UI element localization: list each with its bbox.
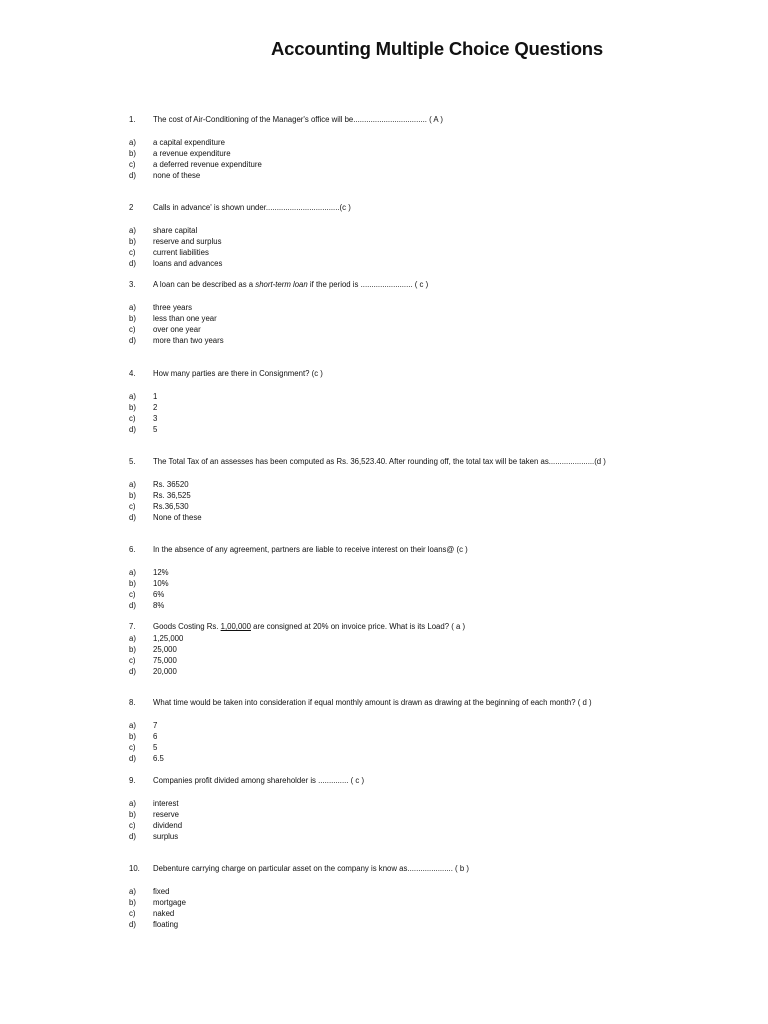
option-text: Rs. 36,525 xyxy=(153,491,191,500)
option-d xyxy=(0,512,768,523)
question-number: 1. xyxy=(129,115,136,124)
option-letter: d) xyxy=(129,513,136,522)
option-text: three years xyxy=(153,303,193,312)
option-letter: d) xyxy=(129,425,136,434)
option-text: 25,000 xyxy=(153,645,177,654)
option-letter: b) xyxy=(129,491,136,500)
option-text: more than two years xyxy=(153,336,224,345)
option-letter: c) xyxy=(129,590,136,599)
option-letter: d) xyxy=(129,171,136,180)
option-d xyxy=(0,170,768,181)
option-a xyxy=(0,225,768,236)
option-letter: a) xyxy=(129,303,136,312)
option-d xyxy=(0,666,768,677)
option-letter: a) xyxy=(129,634,136,643)
option-d xyxy=(0,831,768,842)
option-a xyxy=(0,479,768,490)
option-text: 7 xyxy=(153,721,158,730)
question-3 xyxy=(0,279,768,346)
question-9 xyxy=(0,775,768,842)
question-6 xyxy=(0,544,768,611)
option-letter: d) xyxy=(129,667,136,676)
option-letter: d) xyxy=(129,601,136,610)
option-text: 5 xyxy=(153,425,158,434)
question-text: The Total Tax of an assesses has been computed as Rs. 36,523.40. After rounding off, the total tax will be taken as.....................(d ) xyxy=(153,457,606,466)
question-7 xyxy=(0,621,768,677)
option-b xyxy=(0,490,768,501)
option-b xyxy=(0,644,768,655)
question-8 xyxy=(0,697,768,764)
question-text: Calls in advance' is shown under..................................(c ) xyxy=(153,203,351,212)
option-text: 6% xyxy=(153,590,165,599)
option-d xyxy=(0,600,768,611)
question-5 xyxy=(0,456,768,523)
option-b xyxy=(0,313,768,324)
option-a xyxy=(0,391,768,402)
option-d xyxy=(0,335,768,346)
option-letter: a) xyxy=(129,568,136,577)
question-4 xyxy=(0,368,768,435)
option-a xyxy=(0,137,768,148)
option-a xyxy=(0,798,768,809)
question-2 xyxy=(0,202,768,269)
question-number: 5. xyxy=(129,457,136,466)
question-text-part: if the period is ........................ ( c ) xyxy=(307,280,429,289)
option-b xyxy=(0,402,768,413)
option-c xyxy=(0,324,768,335)
option-letter: c) xyxy=(129,821,136,830)
option-b xyxy=(0,148,768,159)
option-letter: c) xyxy=(129,160,136,169)
option-text: fixed xyxy=(153,887,170,896)
option-letter: b) xyxy=(129,732,136,741)
option-text: reserve and surplus xyxy=(153,237,222,246)
option-text: surplus xyxy=(153,832,179,841)
option-text: 6.5 xyxy=(153,754,164,763)
option-c xyxy=(0,589,768,600)
option-d xyxy=(0,424,768,435)
option-text: share capital xyxy=(153,226,198,235)
option-letter: a) xyxy=(129,138,136,147)
option-text: floating xyxy=(153,920,179,929)
question-number: 4. xyxy=(129,369,136,378)
option-b xyxy=(0,809,768,820)
option-letter: c) xyxy=(129,909,136,918)
option-letter: b) xyxy=(129,579,136,588)
question-number: 10. xyxy=(129,864,140,873)
option-letter: b) xyxy=(129,645,136,654)
option-text: none of these xyxy=(153,171,201,180)
question-10 xyxy=(0,863,768,930)
option-text: dividend xyxy=(153,821,183,830)
option-text: 12% xyxy=(153,568,169,577)
question-text-underlined: 1,00,000 xyxy=(220,622,251,631)
page-title: Accounting Multiple Choice Questions xyxy=(271,38,603,59)
question-number: 6. xyxy=(129,545,136,554)
option-letter: b) xyxy=(129,810,136,819)
option-text: naked xyxy=(153,909,175,918)
question-number: 3. xyxy=(129,280,136,289)
question-number: 7. xyxy=(129,622,136,631)
option-letter: d) xyxy=(129,832,136,841)
option-a xyxy=(0,567,768,578)
question-number: 8. xyxy=(129,698,136,707)
option-letter: a) xyxy=(129,392,136,401)
option-text: None of these xyxy=(153,513,202,522)
question-text: Companies profit divided among shareholder is .............. ( c ) xyxy=(153,776,365,785)
question-text: Debenture carrying charge on particular asset on the company is know as..................... ( b ) xyxy=(153,864,469,873)
option-text: 2 xyxy=(153,403,158,412)
question-text: In the absence of any agreement, partners are liable to receive interest on their loans@ (c ) xyxy=(153,545,468,554)
option-letter: d) xyxy=(129,336,136,345)
option-letter: b) xyxy=(129,898,136,907)
option-c xyxy=(0,908,768,919)
option-text: 5 xyxy=(153,743,158,752)
option-text: less than one year xyxy=(153,314,217,323)
option-letter: d) xyxy=(129,259,136,268)
option-c xyxy=(0,159,768,170)
option-c xyxy=(0,655,768,666)
option-d xyxy=(0,753,768,764)
option-letter: a) xyxy=(129,887,136,896)
question-text-part: A loan can be described as a xyxy=(153,280,256,289)
option-b xyxy=(0,236,768,247)
option-letter: b) xyxy=(129,149,136,158)
option-letter: c) xyxy=(129,743,136,752)
question-text: What time would be taken into consideration if equal monthly amount is drawn as drawing at the beginning of each month? ( d ) xyxy=(153,698,592,707)
option-letter: b) xyxy=(129,237,136,246)
option-text: current liabilities xyxy=(153,248,209,257)
option-text: 6 xyxy=(153,732,158,741)
question-text xyxy=(153,279,428,291)
option-d xyxy=(0,258,768,269)
option-text: Rs.36,530 xyxy=(153,502,189,511)
question-text-part: Goods Costing Rs. xyxy=(153,622,221,631)
option-a xyxy=(0,633,768,644)
option-letter: a) xyxy=(129,799,136,808)
option-letter: a) xyxy=(129,226,136,235)
option-text: loans and advances xyxy=(153,259,223,268)
option-letter: a) xyxy=(129,480,136,489)
option-text: 3 xyxy=(153,414,158,423)
option-text: a capital expenditure xyxy=(153,138,225,147)
option-c xyxy=(0,742,768,753)
option-text: a deferred revenue expenditure xyxy=(153,160,262,169)
option-text: 1 xyxy=(153,392,158,401)
option-b xyxy=(0,578,768,589)
option-text: 1,25,000 xyxy=(153,634,184,643)
option-letter: d) xyxy=(129,920,136,929)
question-1 xyxy=(0,114,768,181)
question-number: 2 xyxy=(129,203,134,212)
option-letter: c) xyxy=(129,248,136,257)
option-text: 10% xyxy=(153,579,169,588)
option-letter: c) xyxy=(129,502,136,511)
question-text: How many parties are there in Consignment? (c ) xyxy=(153,369,323,378)
option-c xyxy=(0,820,768,831)
option-a xyxy=(0,720,768,731)
option-a xyxy=(0,302,768,313)
option-letter: a) xyxy=(129,721,136,730)
option-text: 75,000 xyxy=(153,656,177,665)
option-letter: c) xyxy=(129,414,136,423)
question-text xyxy=(153,621,465,633)
question-number: 9. xyxy=(129,776,136,785)
option-text: over one year xyxy=(153,325,201,334)
option-text: interest xyxy=(153,799,179,808)
option-d xyxy=(0,919,768,930)
option-letter: b) xyxy=(129,314,136,323)
option-letter: c) xyxy=(129,325,136,334)
question-text: The cost of Air-Conditioning of the Manager's office will be.................................. ( A ) xyxy=(153,115,443,124)
option-b xyxy=(0,897,768,908)
option-letter: d) xyxy=(129,754,136,763)
option-text: reserve xyxy=(153,810,179,819)
option-text: 20,000 xyxy=(153,667,177,676)
option-letter: b) xyxy=(129,403,136,412)
option-text: Rs. 36520 xyxy=(153,480,189,489)
option-c xyxy=(0,247,768,258)
option-text: 8% xyxy=(153,601,165,610)
option-a xyxy=(0,886,768,897)
option-text: mortgage xyxy=(153,898,186,907)
option-c xyxy=(0,413,768,424)
option-text: a revenue expenditure xyxy=(153,149,231,158)
question-text-part: are consigned at 20% on invoice price. What is its Load? ( a ) xyxy=(250,622,466,631)
option-letter: c) xyxy=(129,656,136,665)
option-c xyxy=(0,501,768,512)
question-text-italic: short-term loan xyxy=(255,280,308,289)
option-b xyxy=(0,731,768,742)
